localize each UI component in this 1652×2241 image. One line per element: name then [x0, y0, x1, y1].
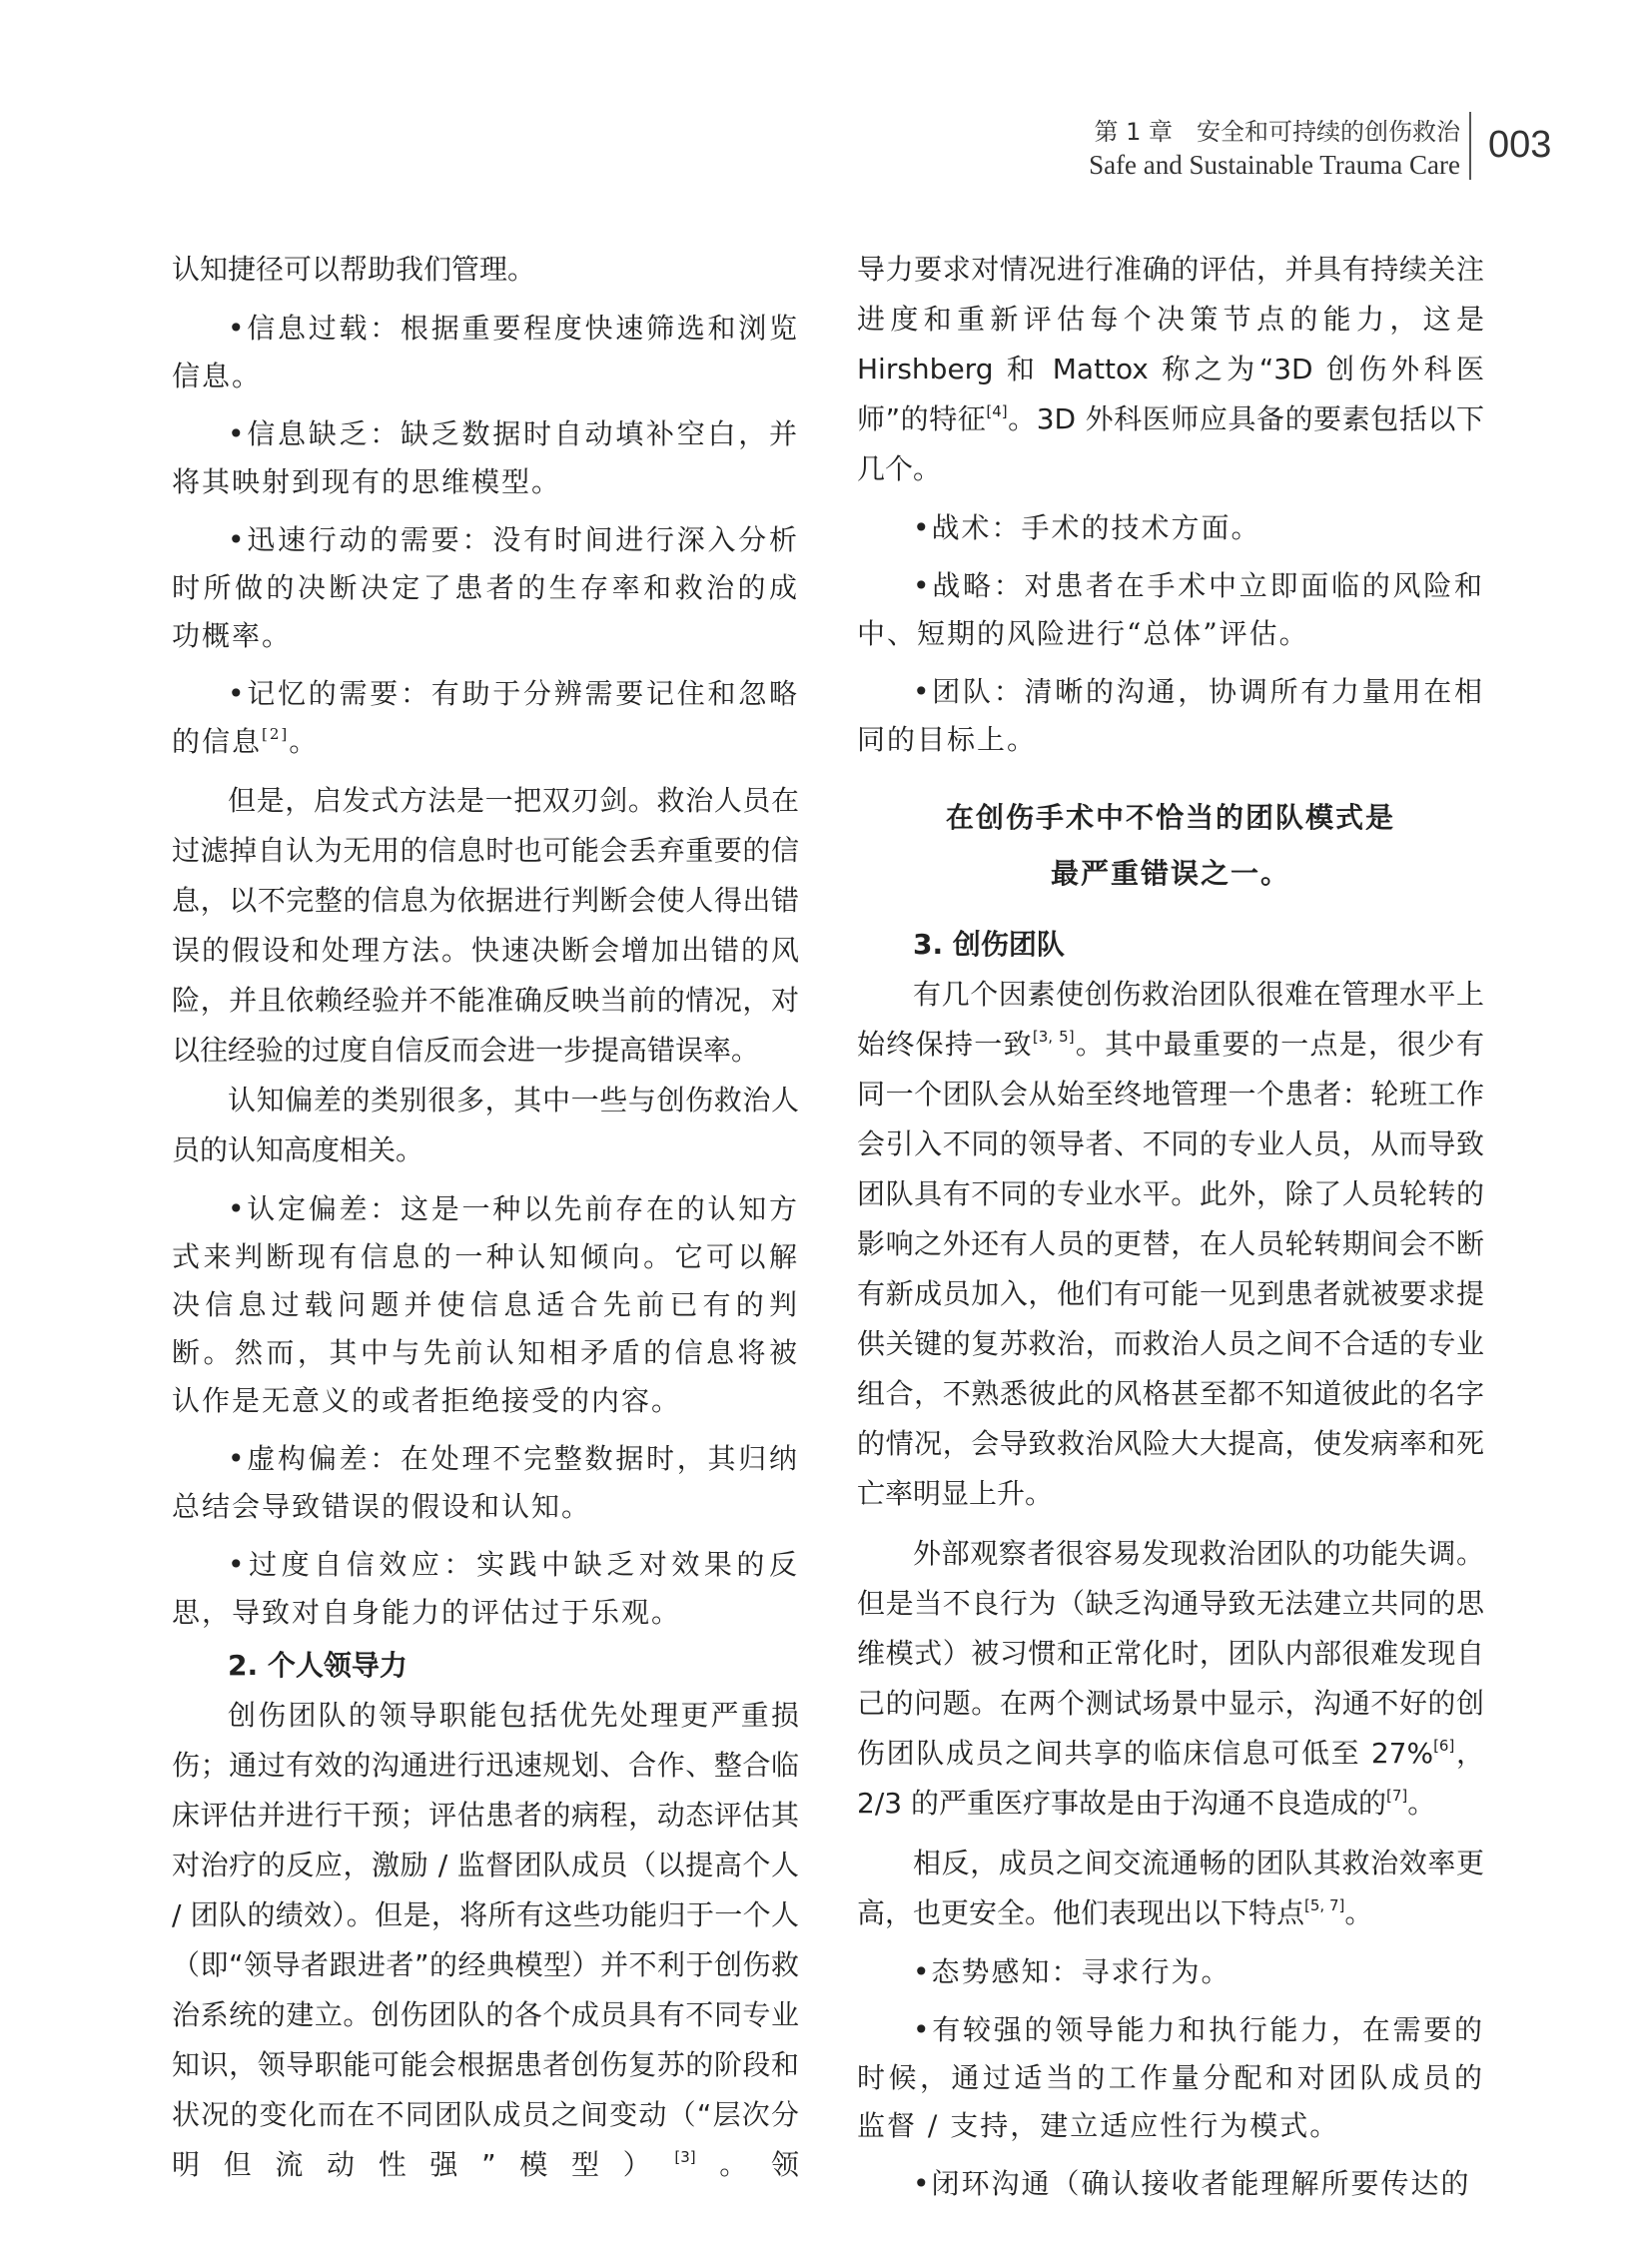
- paragraph-text: 相反，成员之间交流通畅的团队其救治效率更高，也更安全。他们表现出以下特点: [857, 1847, 1484, 1929]
- bullet-item: •迅速行动的需要：没有时间进行深入分析时所做的决断决定了患者的生存率和救治的成功概率。: [172, 523, 799, 652]
- paragraph: [172, 1691, 799, 2190]
- page-number: 003: [1488, 124, 1552, 166]
- bullet-item: •认定偏差：这是一种以先前存在的认知方式来判断现有信息的一种认知倾向。它可以解决信息过载问题并使信息适合先前已有的判断。然而，其中与先前认知相矛盾的信息将被认作是无意义的或者拒绝接受的内容。: [172, 1192, 799, 1417]
- paragraph-end: 。领: [695, 2148, 799, 2181]
- bullet-item: •过度自信效应：实践中缺乏对效果的反思，导致对自身能力的评估过于乐观。: [172, 1548, 799, 1629]
- bullet-item: •态势感知：寻求行为。: [913, 1955, 1232, 1988]
- paragraph-end: 。: [1344, 1896, 1373, 1929]
- citation: [2]: [262, 725, 290, 743]
- citation: [3, 5]: [1032, 1028, 1075, 1046]
- chapter-title: 第 1 章 安全和可持续的创伤救治: [1094, 118, 1460, 146]
- bullet-item: •战略：对患者在手术中立即面临的风险和中、短期的风险进行“总体”评估。: [857, 569, 1484, 650]
- paragraph-text: 有几个因素使创伤救治团队很难在管理水平上始终保持一致: [857, 978, 1484, 1061]
- citation: [3]: [674, 2148, 696, 2166]
- paragraph-end: 。: [1407, 1787, 1436, 1820]
- chapter-english-title: Safe and Sustainable Trauma Care: [1089, 150, 1460, 180]
- bullet-text: •记忆的需要：有助于分辨需要记住和忽略的信息: [172, 677, 799, 758]
- bullet-item: [172, 670, 799, 766]
- paragraph: [857, 1529, 1484, 1829]
- paragraph: 认知偏差的类别很多，其中一些与创伤救治人员的认知高度相关。: [172, 1084, 799, 1166]
- paragraph-text: 。其中最重要的一点是，很少有同一个团队会从始至终地管理一个患者：轮班工作会引入不同的领导者、不同的专业人员，从而导致团队具有不同的专业水平。此外，除了人员轮转的影响之外还有人员的更替，在人员轮转期间会不断有新成员加入，他们有可能一见到患者就被要求提供关键的复苏救治，而救治人员之间不合适的专业组合，不熟悉彼此的风格甚至都不知道彼此的名字的情况，会导致救治风险大大提高，使发病率和死亡率明显上升。: [857, 1028, 1484, 1510]
- left-column: [172, 245, 799, 2190]
- paragraph-text: 导力要求对情况进行准确的评估，并具有持续关注进度和重新评估每个决策节点的能力，这是Hirshberg 和 Mattox 称之为“3D 创伤外科医师”的特征: [857, 253, 1484, 435]
- bullet-item: •闭环沟通（确认接收者能理解所要传达的: [913, 2167, 1471, 2200]
- citation: [7]: [1385, 1787, 1408, 1805]
- bullet-item: •战术：手术的技术方面。: [913, 511, 1261, 544]
- paragraph: [857, 245, 1484, 494]
- section-heading: 2. 个人领导力: [228, 1649, 408, 1682]
- paragraph-text: 。3D 外科医师应具备的要素包括以下几个。: [857, 402, 1484, 485]
- bullet-end: 。: [289, 725, 320, 758]
- bullet-item: •虚构偏差：在处理不完整数据时，其归纳总结会导致错误的假设和认知。: [172, 1442, 799, 1523]
- pull-quote: [857, 790, 1484, 902]
- bullet-item: •团队：清晰的沟通，协调所有力量用在相同的目标上。: [857, 675, 1484, 756]
- paragraph: [857, 1839, 1484, 1938]
- paragraph: [857, 970, 1484, 1519]
- header-divider: [1469, 112, 1471, 180]
- paragraph-text: 创伤团队的领导职能包括优先处理更严重损伤；通过有效的沟通进行迅速规划、合作、整合临床评估并进行干预；评估患者的病程，动态评估其对治疗的反应，激励 / 监督团队成员（以提高个人 / 团队的绩效）。但是，将所有这些功能归于一个人（即“领导者跟进者”的经典模型）并不利于创伤救治系统的建立。创伤团队的各个成员具有不同专业知识，领导职能可能会根据患者创伤复苏的阶段和状况的变化而在不同团队成员之间变动（“层次分明但流动性强”模型）: [172, 1699, 799, 2181]
- pull-quote-line: 最严重错误之一。: [1050, 857, 1290, 890]
- section-heading: 3. 创伤团队: [913, 928, 1065, 961]
- paragraph: 但是，启发式方法是一把双刃剑。救治人员在过滤掉自认为无用的信息时也可能会丢弃重要的信息，以不完整的信息为依据进行判断会使人得出错误的假设和处理方法。快速决断会增加出错的风险，并且依赖经验并不能准确反映当前的情况，对以往经验的过度自信反而会进一步提高错误率。: [172, 784, 799, 1067]
- paragraph: 认知捷径可以帮助我们管理。: [172, 253, 536, 286]
- bullet-item: •有较强的领导能力和执行能力，在需要的时候，通过适当的工作量分配和对团队成员的监督 / 支持，建立适应性行为模式。: [857, 2013, 1484, 2142]
- bullet-item: •信息过载：根据重要程度快速筛选和浏览信息。: [172, 312, 799, 392]
- bullet-item: •信息缺乏：缺乏数据时自动填补空白，并将其映射到现有的思维模型。: [172, 417, 799, 498]
- right-column: [857, 245, 1484, 2208]
- pull-quote-line: 在创伤手术中不恰当的团队模式是: [945, 801, 1395, 834]
- citation: [6]: [1433, 1737, 1455, 1755]
- paragraph-text: ，2/3 的严重医疗事故是由于沟通不良造成的: [857, 1737, 1484, 1820]
- paragraph-text: 外部观察者很容易发现救治团队的功能失调。但是当不良行为（缺乏沟通导致无法建立共同的思维模式）被习惯和正常化时，团队内部很难发现自己的问题。在两个测试场景中显示，沟通不好的创伤团队成员之间共享的临床信息可低至 27%: [857, 1537, 1484, 1770]
- citation: [5, 7]: [1304, 1896, 1345, 1914]
- citation: [4]: [986, 402, 1008, 420]
